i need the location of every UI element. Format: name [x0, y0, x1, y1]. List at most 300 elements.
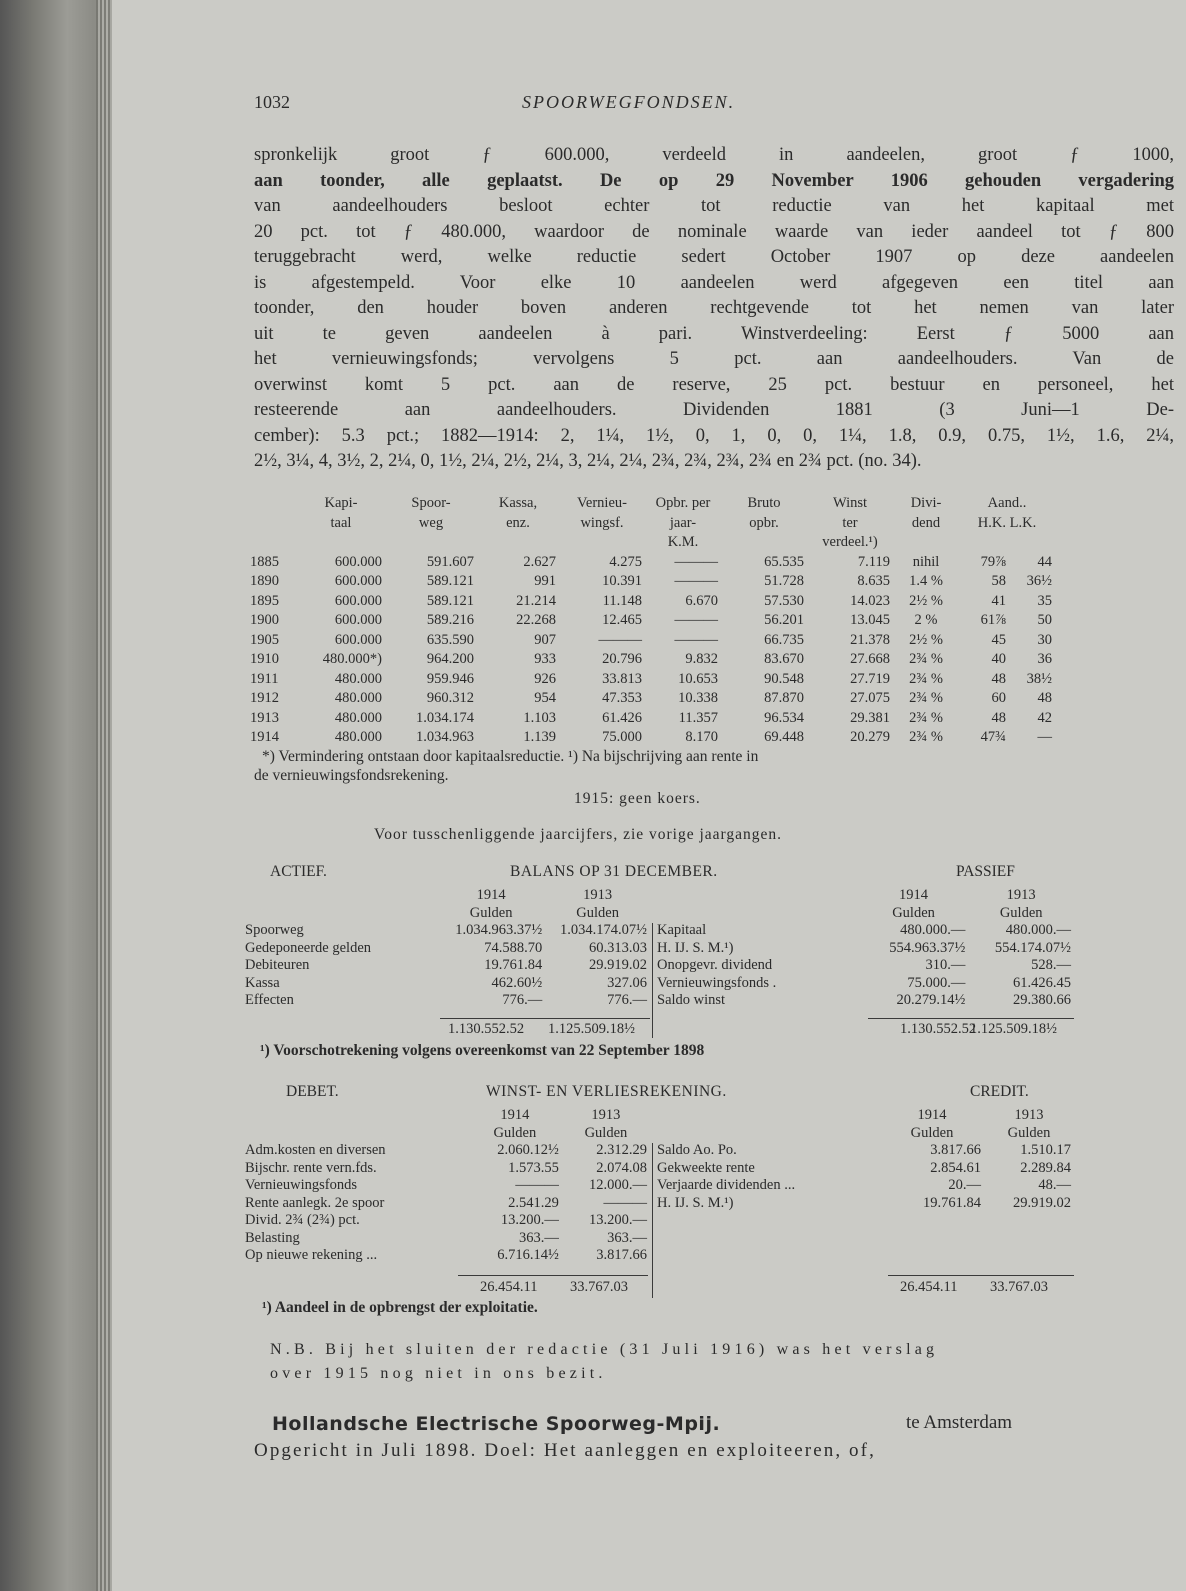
stats-cell: 79⅞ — [980, 553, 1006, 570]
account-label: Vernieuwingsfonds . — [657, 974, 777, 991]
paragraph-line: is afgestempeld. Voor elke 10 aandeelen werd afgegeven een titel aan — [254, 272, 1174, 293]
account-amount: 776.— — [502, 992, 543, 1008]
account-amount: 363.— — [607, 1229, 647, 1246]
stats-row — [247, 650, 1055, 670]
stats-cell: 87.870 — [764, 690, 804, 706]
company-city: te Amsterdam — [906, 1412, 1013, 1433]
stats-cell: 480.000 — [334, 709, 382, 726]
account-row — [654, 1160, 1074, 1178]
stats-cell: 35 — [1037, 592, 1052, 609]
company-description: Opgericht in Juli 1898. Doel: Het aanleggen en exploiteeren, of, — [254, 1440, 876, 1461]
account-amount: 776.— — [607, 992, 647, 1008]
stats-cell: 589.216 — [426, 612, 474, 628]
stats-cell: 10.391 — [602, 573, 642, 589]
stats-cell: 933 — [534, 651, 556, 667]
stats-cell: 10.653 — [678, 670, 718, 687]
account-label: H. IJ. S. M.¹) — [657, 939, 734, 956]
stats-header-cell: Aand.. — [987, 495, 1027, 511]
account-label: Onopgevr. dividend — [657, 957, 773, 973]
winst-right-total-1913: 33.767.03 — [990, 1279, 1048, 1295]
account-amount: 74.588.70 — [484, 939, 543, 956]
stats-cell: 2½ % — [909, 631, 943, 648]
stats-cell: 21.214 — [516, 592, 556, 609]
page-title: SPOORWEGFONDSEN. — [522, 92, 736, 112]
account-amount: 2.074.08 — [596, 1159, 647, 1176]
stats-cell: 600.000 — [334, 612, 382, 628]
stats-header-cell — [893, 533, 959, 553]
account-amount: 6.716.14½ — [497, 1247, 559, 1263]
winst-title: WINST- EN VERLIESREKENING. — [486, 1083, 727, 1100]
stats-cell: 8.170 — [685, 729, 718, 745]
stats-cell: 2½ % — [909, 592, 943, 609]
stats-header-cell: H.K. L.K. — [977, 514, 1037, 531]
account-row — [242, 975, 650, 993]
unit-header: Gulden — [999, 904, 1043, 921]
account-amount: ——— — [603, 1194, 647, 1211]
stats-header-cell — [559, 533, 645, 553]
account-amount: 310.— — [925, 957, 966, 973]
stats-cell: 2.627 — [523, 553, 556, 570]
stats-cell: 480.000*) — [322, 651, 382, 667]
account-amount: 2.854.61 — [930, 1159, 981, 1176]
stats-cell: 6.670 — [685, 592, 718, 609]
stats-cell: 591.607 — [426, 553, 474, 570]
stats-row — [247, 689, 1055, 709]
stats-cell: 959.946 — [426, 670, 474, 687]
stats-cell: 11.148 — [602, 592, 642, 609]
stats-cell: 36 — [1037, 651, 1052, 667]
account-row — [242, 1230, 650, 1248]
unit-header: Gulden — [493, 1124, 537, 1141]
year-header: 1914 — [917, 1107, 947, 1123]
year-header: 1913 — [583, 887, 613, 903]
winst-left-total-1913: 33.767.03 — [570, 1279, 628, 1295]
stats-cell: 926 — [534, 670, 556, 687]
stats-cell: 58 — [991, 573, 1006, 589]
stats-row — [247, 611, 1055, 631]
account-row — [242, 922, 650, 940]
account-row — [242, 957, 650, 975]
account-amount: 19.761.84 — [484, 957, 543, 973]
stats-cell: 51.728 — [764, 573, 804, 589]
year-header — [242, 887, 437, 905]
account-label: Bijschr. rente vern.fds. — [245, 1159, 377, 1176]
stats-cell: 2¾ % — [909, 690, 943, 706]
stats-cell: 600.000 — [334, 553, 382, 570]
stats-cell: 1905 — [250, 631, 279, 648]
paragraph-line: toonder, den houder boven anderen rechtgevende tot het nemen van later — [254, 298, 1174, 318]
unit-header — [654, 905, 859, 923]
stats-row — [247, 572, 1055, 592]
stats-cell: 33.813 — [602, 670, 642, 687]
stats-cell: 1911 — [250, 670, 279, 687]
stats-header-cell: weg — [418, 514, 444, 531]
winst-debet-table — [242, 1107, 650, 1265]
paragraph-line: het vernieuwingsfonds; vervolgens 5 pct. aan aandeelhouders. Van de — [254, 349, 1174, 369]
stats-cell: 36½ — [1026, 573, 1052, 589]
stats-header-cell: K.M. — [667, 534, 699, 550]
stats-cell: 2 % — [914, 612, 938, 628]
stats-cell: 1.034.174 — [416, 709, 474, 726]
account-amount: 48.— — [1038, 1177, 1071, 1193]
stats-cell: 480.000 — [334, 729, 382, 745]
stats-cell: 600.000 — [334, 592, 382, 609]
stats-cell: 83.670 — [764, 651, 804, 667]
stats-cell: 7.119 — [857, 553, 890, 570]
stats-cell: 964.200 — [426, 651, 474, 667]
account-row — [242, 1160, 650, 1178]
account-amount: 20.279.14½ — [896, 992, 966, 1008]
stats-cell: 96.534 — [764, 709, 804, 726]
stats-cell: 2¾ % — [909, 651, 943, 667]
account-label: Saldo winst — [657, 992, 726, 1008]
stats-cell: 11.357 — [678, 709, 718, 726]
stats-header-cell: wingsf. — [580, 514, 624, 531]
winst-left-total-1914: 26.454.11 — [480, 1279, 538, 1295]
stats-header-cell: dend — [911, 514, 941, 531]
stats-cell: ——— — [674, 631, 718, 648]
book-binding — [0, 0, 112, 1591]
winst-right-sum-line — [888, 1275, 1074, 1276]
stats-cell: 48 — [991, 709, 1006, 726]
winst-credit-title: CREDIT. — [970, 1083, 1029, 1100]
account-amount: 528.— — [1031, 957, 1071, 973]
stats-footnote: *) Vermindering ontstaan door kapitaalsreductie. ¹) Na bijschrijving aan rente in — [262, 748, 759, 765]
account-amount: 2.060.12½ — [497, 1142, 559, 1158]
page-edges — [96, 0, 110, 1591]
stats-header-cell — [247, 514, 297, 534]
stats-cell: 1890 — [250, 573, 279, 589]
stats-cell: 38½ — [1026, 670, 1052, 687]
account-amount: 29.380.66 — [1013, 992, 1071, 1008]
stats-cell: 44 — [1037, 553, 1052, 570]
stats-cell: 22.268 — [516, 612, 556, 628]
stats-cell: nihil — [912, 553, 940, 570]
unit-header — [242, 905, 437, 923]
unit-header: Gulden — [892, 904, 935, 921]
nb-note-line1: N.B. Bij het sluiten der redactie (31 Juli 1916) was het verslag — [270, 1341, 939, 1358]
stats-cell: 65.535 — [764, 553, 804, 570]
stats-cell: 40 — [991, 651, 1006, 667]
stats-cell: 30 — [1037, 631, 1052, 648]
stats-cell: 45 — [991, 631, 1006, 648]
stats-cell: 991 — [534, 573, 556, 589]
stats-cell: 589.121 — [426, 592, 474, 609]
stats-cell: 1.103 — [523, 709, 556, 726]
stats-cell: 1895 — [250, 592, 279, 609]
account-row — [654, 1195, 1074, 1213]
account-amount: 363.— — [518, 1229, 559, 1246]
stats-cell: 66.735 — [764, 631, 804, 648]
balans-title: BALANS OP 31 DECEMBER. — [510, 863, 718, 880]
account-row — [242, 1177, 650, 1195]
stats-cell: 60 — [991, 690, 1006, 706]
account-amount: 2.289.84 — [1020, 1159, 1071, 1176]
account-amount: 19.761.84 — [923, 1194, 981, 1211]
stats-cell: 589.121 — [426, 573, 474, 589]
stats-cell: ——— — [674, 553, 718, 570]
balans-footnote: ¹) Voorschotrekening volgens overeenkomst van 22 September 1898 — [260, 1042, 705, 1059]
balans-right-sum-line — [868, 1018, 1074, 1019]
account-row — [654, 922, 1074, 940]
account-label: Rente aanlegk. 2e spoor — [245, 1194, 385, 1211]
stats-cell: — — [1037, 729, 1052, 745]
account-label: Divid. 2¾ (2¾) pct. — [245, 1212, 360, 1228]
stats-header-cell: taal — [330, 514, 352, 531]
account-label: Kassa — [245, 974, 280, 991]
stats-header-cell: opbr. — [749, 514, 779, 531]
unit-header — [242, 1125, 468, 1143]
account-label: Op nieuwe rekening ... — [245, 1247, 378, 1263]
balans-left-sum-line — [440, 1018, 650, 1019]
stats-cell: 21.378 — [850, 631, 890, 648]
koers-note: 1915: geen koers. — [574, 790, 701, 807]
year-header: 1914 — [476, 887, 506, 903]
balans-passief-title: PASSIEF — [956, 863, 1015, 880]
nb-note-line2: over 1915 nog niet in ons bezit. — [270, 1365, 607, 1382]
account-amount: 1.034.174.07½ — [560, 922, 647, 938]
winst-right-total-1914: 26.454.11 — [900, 1279, 958, 1295]
stats-header-cell: Vernieu- — [577, 495, 627, 511]
account-amount: 12.000.— — [589, 1177, 647, 1193]
stats-cell: 1900 — [250, 612, 279, 628]
stats-cell: 61.426 — [602, 709, 642, 726]
account-amount: 3.817.66 — [930, 1142, 981, 1158]
stats-header-cell — [477, 533, 559, 553]
paragraph-line: 20 pct. tot ƒ 480.000, waardoor de nominale waarde van ieder aandeel tot ƒ 800 — [254, 221, 1174, 242]
balans-right-total-1913: 1.125.509.18½ — [970, 1021, 1057, 1037]
paragraph-line: teruggebracht werd, welke reductie sedert October 1907 op deze aandeelen — [254, 247, 1174, 267]
stats-cell: 27.075 — [850, 690, 890, 706]
paragraph-line: uit te geven aandeelen à pari. Winstverdeeling: Eerst ƒ 5000 aan — [254, 323, 1174, 344]
unit-header — [654, 1125, 880, 1143]
account-amount: 480.000.— — [900, 922, 966, 938]
year-header: 1914 — [500, 1107, 530, 1123]
account-label: Kapitaal — [657, 922, 707, 938]
stats-header-cell: Bruto — [747, 495, 781, 511]
stats-row — [247, 670, 1055, 690]
stats-cell: 907 — [534, 631, 556, 648]
account-row — [242, 1195, 650, 1213]
balans-right-total-1914: 1.130.552.52 — [900, 1021, 977, 1037]
stats-cell: 960.312 — [426, 690, 474, 706]
stats-row — [247, 728, 1055, 748]
account-label: Gekweekte rente — [657, 1159, 755, 1176]
stats-cell: ——— — [598, 631, 642, 648]
stats-cell: 1913 — [250, 709, 279, 726]
stats-cell: 27.719 — [850, 670, 890, 687]
stats-cell: 1910 — [250, 651, 279, 667]
account-row — [654, 992, 1074, 1010]
stats-header-cell — [959, 533, 1055, 553]
account-row — [654, 1177, 1074, 1195]
account-amount: ——— — [515, 1177, 559, 1193]
balans-divider — [652, 923, 653, 1038]
account-label: Saldo Ao. Po. — [657, 1142, 737, 1158]
stats-cell: 27.668 — [850, 651, 890, 667]
winst-left-sum-line — [458, 1275, 648, 1276]
account-amount: 13.200.— — [589, 1212, 647, 1228]
stats-cell: 1.034.963 — [416, 729, 474, 745]
stats-cell: 1.4 % — [909, 573, 943, 589]
stats-footnote-cont: de vernieuwingsfondsrekening. — [254, 767, 449, 784]
stats-cell: 20.279 — [850, 729, 890, 745]
balans-actief-title: ACTIEF. — [270, 863, 327, 880]
stats-cell: 61⅞ — [980, 612, 1006, 628]
account-amount: 13.200.— — [500, 1212, 559, 1228]
stats-cell: ——— — [674, 573, 718, 589]
stats-cell: 1885 — [250, 553, 279, 570]
account-amount: 3.817.66 — [596, 1247, 647, 1263]
account-amount: 75.000.— — [907, 974, 966, 991]
account-label: Spoorweg — [245, 922, 304, 938]
account-amount: 480.000.— — [1005, 922, 1071, 938]
stats-cell: 1912 — [250, 690, 279, 706]
stats-row — [247, 592, 1055, 612]
stats-header-cell: enz. — [506, 514, 530, 531]
stats-cell: 14.023 — [850, 592, 890, 609]
account-label: Belasting — [245, 1229, 300, 1246]
stats-cell: 1914 — [250, 729, 279, 745]
stats-header-cell: jaar- — [669, 514, 697, 531]
account-amount: 61.426.45 — [1013, 974, 1071, 991]
account-row — [654, 1142, 1074, 1160]
year-header — [654, 1107, 880, 1125]
stats-cell: 2¾ % — [909, 709, 943, 726]
paragraph-line: resteerende aan aandeelhouders. Dividenden 1881 (3 Juni—1 De- — [254, 400, 1174, 420]
account-row — [242, 940, 650, 958]
stats-cell: 600.000 — [334, 631, 382, 648]
stats-cell: 4.275 — [609, 553, 642, 570]
stats-header-cell — [247, 494, 297, 514]
stats-header-cell: Divi- — [910, 495, 942, 511]
stats-row — [247, 709, 1055, 729]
stats-cell: 47.353 — [602, 690, 642, 706]
stats-cell: ——— — [674, 612, 718, 628]
stats-cell: 48 — [1037, 690, 1052, 706]
account-amount: 554.963.37½ — [889, 939, 966, 956]
account-row — [242, 1212, 650, 1230]
stats-cell: 50 — [1037, 612, 1052, 628]
stats-header-cell: Winst — [832, 495, 868, 511]
stats-header-cell — [247, 533, 297, 553]
account-amount: 1.034.963.37½ — [455, 922, 543, 938]
account-row — [654, 940, 1074, 958]
stats-cell: 47¾ — [980, 729, 1006, 745]
year-header — [242, 1107, 468, 1125]
account-amount: 554.174.07½ — [994, 939, 1071, 956]
body-paragraph — [254, 143, 1174, 475]
stats-header-cell — [721, 533, 807, 553]
account-label: Effecten — [245, 992, 294, 1008]
stats-header-cell: Opbr. per — [655, 495, 711, 511]
paragraph-line: cember): 5.3 pct.; 1882—1914: 2, 1¼, 1½, 0, 1, 0, 0, 1¼, 1.8, 0.9, 0.75, 1½, 1.6, 2¼, — [254, 425, 1174, 446]
winst-credit-table — [654, 1107, 1074, 1212]
account-label: Debiteuren — [245, 957, 310, 973]
account-amount: 462.60½ — [491, 974, 543, 991]
stats-cell: 600.000 — [334, 573, 382, 589]
stats-header-cell: verdeel.¹) — [822, 534, 878, 550]
stats-header-cell: Kapi- — [324, 495, 358, 511]
winst-debet-title: DEBET. — [286, 1083, 339, 1100]
year-header: 1913 — [1014, 1107, 1044, 1123]
year-header: 1914 — [899, 887, 929, 903]
stats-header-cell — [297, 533, 385, 553]
stats-cell: 13.045 — [850, 612, 890, 628]
company-name: Hollandsche Electrische Spoorweg-Mpij. — [272, 1413, 721, 1435]
page-number: 1032 — [254, 92, 290, 112]
balans-left-total-1913: 1.125.509.18½ — [548, 1021, 635, 1037]
year-header: 1913 — [591, 1107, 621, 1123]
stats-header-cell: Kassa, — [498, 495, 538, 511]
unit-header: Gulden — [910, 1124, 954, 1141]
year-header: 1913 — [1006, 887, 1036, 903]
account-label: Verjaarde dividenden ... — [657, 1177, 796, 1193]
account-amount: 327.06 — [607, 974, 647, 991]
unit-header: Gulden — [469, 904, 513, 921]
balans-passief-table — [654, 887, 1074, 1010]
balans-actief-table — [242, 887, 650, 1010]
account-amount: 1.510.17 — [1020, 1142, 1071, 1158]
stats-cell: 12.465 — [602, 612, 642, 628]
stats-cell: 69.448 — [764, 729, 804, 745]
stats-cell: 56.201 — [764, 612, 804, 628]
stats-cell: 480.000 — [334, 690, 382, 706]
account-row — [654, 957, 1074, 975]
statistics-table — [247, 494, 1055, 748]
account-label: Vernieuwingsfonds — [245, 1177, 357, 1193]
stats-row — [247, 631, 1055, 651]
stats-cell: 635.590 — [426, 631, 474, 648]
account-row — [242, 992, 650, 1010]
stats-cell: 29.381 — [850, 709, 890, 726]
stats-header-cell — [385, 533, 477, 553]
paragraph-line: van aandeelhouders besloot echter tot reductie van het kapitaal met — [254, 196, 1174, 216]
unit-header: Gulden — [584, 1124, 628, 1141]
stats-cell: 480.000 — [334, 670, 382, 687]
paragraph-line: 2½, 3¼, 4, 3½, 2, 2¼, 0, 1½, 2¼, 2½, 2¼, 3, 2¼, 2¼, 2¾, 2¾, 2¾, 2¾ en 2¾ pct. (no. 34). — [254, 451, 922, 471]
account-row — [242, 1247, 650, 1265]
account-row — [654, 975, 1074, 993]
page — [112, 0, 1186, 1591]
paragraph-line: spronkelijk groot ƒ 600.000, verdeeld in aandeelen, groot ƒ 1000, — [254, 145, 1174, 165]
unit-header: Gulden — [1007, 1124, 1051, 1141]
winst-footnote: ¹) Aandeel in de opbrengst der exploitatie. — [262, 1299, 538, 1316]
stats-cell: 48 — [991, 670, 1006, 687]
stats-cell: 2¾ % — [909, 670, 943, 687]
stats-cell: 1.139 — [523, 729, 556, 745]
winst-divider — [652, 1143, 653, 1298]
stats-cell: 20.796 — [602, 651, 642, 667]
account-label: Adm.kosten en diversen — [245, 1142, 386, 1158]
stats-cell: 42 — [1037, 709, 1052, 726]
stats-header-cell: Spoor- — [411, 495, 451, 511]
account-amount: 29.919.02 — [589, 957, 647, 973]
account-label: H. IJ. S. M.¹) — [657, 1194, 734, 1211]
stats-cell: 9.832 — [685, 651, 718, 667]
account-amount: 1.573.55 — [508, 1159, 559, 1176]
account-amount: 2.541.29 — [508, 1194, 559, 1211]
previous-years-note: Voor tusschenliggende jaarcijfers, zie vorige jaargangen. — [374, 826, 783, 843]
stats-cell: 41 — [991, 592, 1006, 609]
stats-cell: 90.548 — [764, 670, 804, 687]
balans-left-total-1914: 1.130.552.52 — [448, 1021, 525, 1037]
account-amount: 2.312.29 — [596, 1142, 647, 1158]
stats-cell: 75.000 — [602, 729, 642, 745]
stats-cell: 57.530 — [764, 592, 804, 609]
stats-cell: 10.338 — [678, 690, 718, 706]
account-row — [242, 1142, 650, 1160]
